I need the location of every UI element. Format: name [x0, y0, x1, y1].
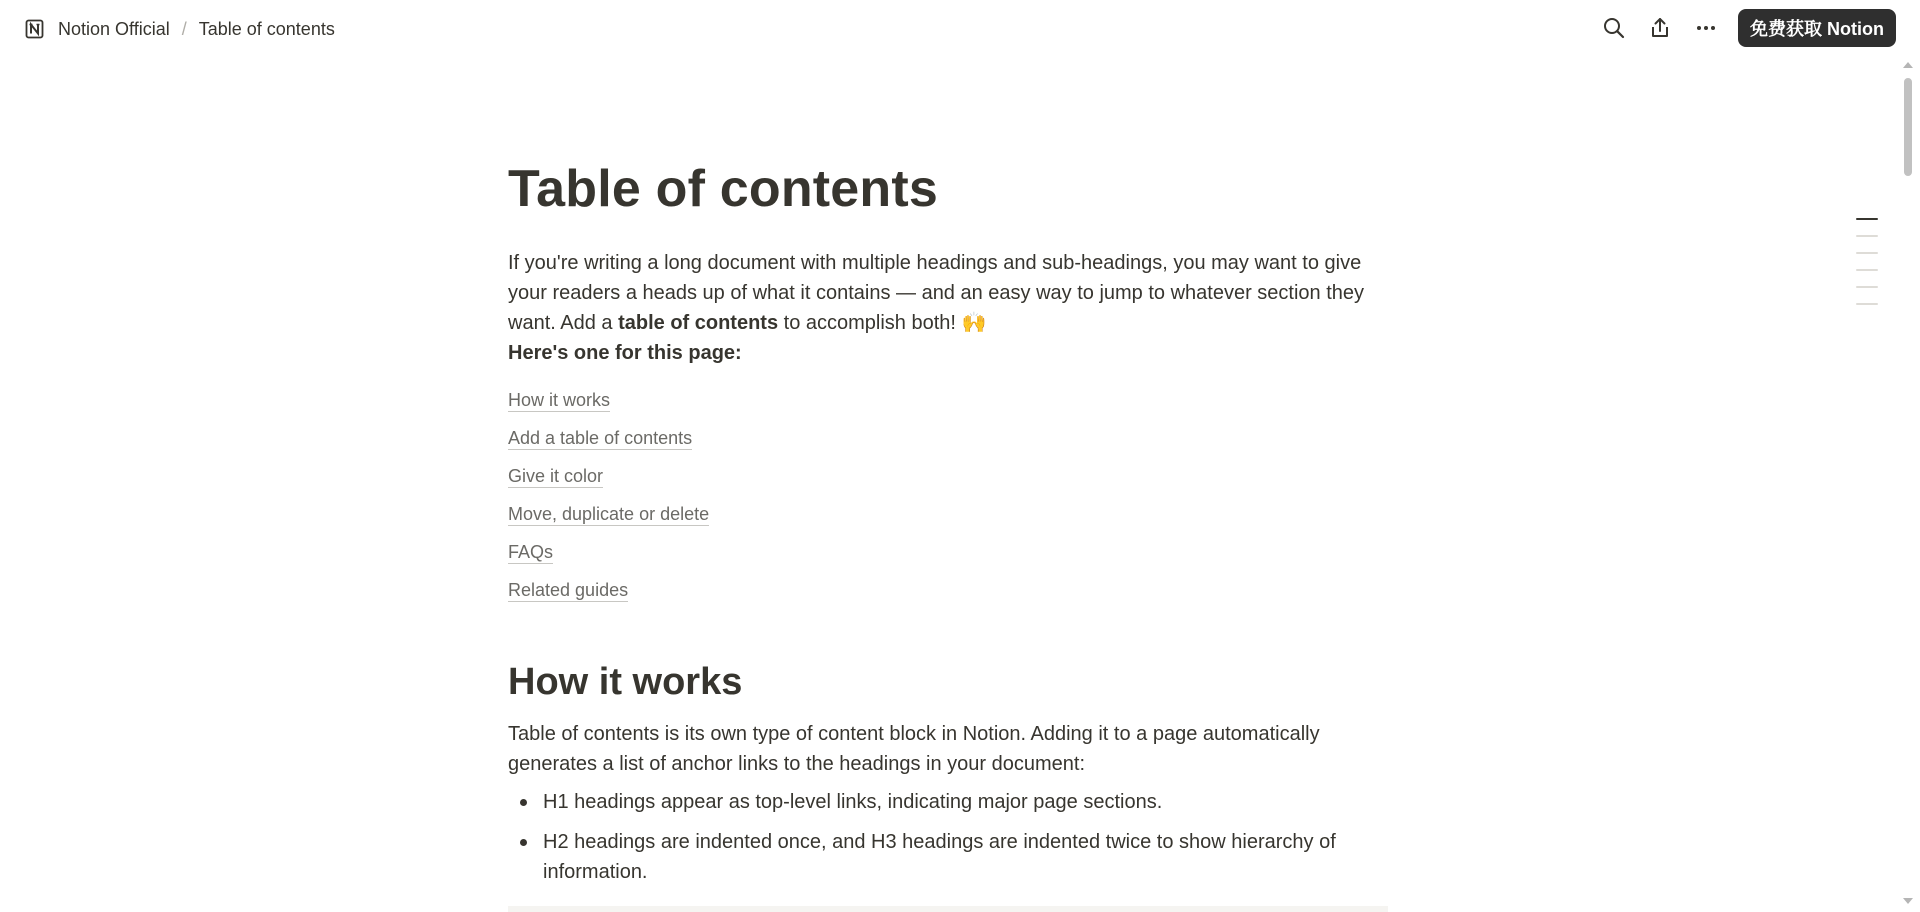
breadcrumb-current-page[interactable]: Table of contents: [198, 18, 335, 39]
minimap-line[interactable]: [1856, 218, 1878, 220]
minimap-line[interactable]: [1856, 269, 1878, 271]
next-block-edge: [508, 906, 1388, 912]
toc-item: [508, 496, 1388, 534]
notion-logo-icon[interactable]: [24, 18, 46, 40]
breadcrumb-workspace[interactable]: Notion Official: [58, 18, 170, 39]
minimap-line[interactable]: [1856, 303, 1878, 305]
toc-link-related-guides[interactable]: Related guides: [508, 580, 629, 601]
page-content: [508, 160, 1388, 897]
toc-item: [508, 534, 1388, 572]
bullet-dot-icon: [520, 799, 527, 806]
share-icon[interactable]: [1642, 10, 1678, 46]
minimap-line[interactable]: [1856, 235, 1878, 237]
page-title: Table of contents: [508, 160, 939, 218]
toc-item: [508, 458, 1388, 496]
more-icon[interactable]: [1688, 10, 1724, 46]
toc-link-add-table[interactable]: Add a table of contents: [508, 428, 693, 449]
bullet-list: [508, 787, 1388, 887]
table-of-contents: [508, 382, 1388, 610]
toc-link-how-it-works[interactable]: How it works: [508, 390, 611, 411]
intro-paragraph: [508, 248, 1388, 338]
bullet-text: H1 headings appear as top-level links, indicating major page sections.: [543, 791, 1163, 814]
scroll-down-arrow-icon[interactable]: [1903, 898, 1913, 904]
minimap-line[interactable]: [1856, 286, 1878, 288]
scrollbar[interactable]: [1902, 58, 1914, 908]
toc-item: [508, 572, 1388, 610]
get-notion-button[interactable]: 免费获取 Notion: [1738, 9, 1896, 47]
toc-link-give-color[interactable]: Give it color: [508, 466, 604, 487]
toc-heading: Here's one for this page:: [508, 341, 742, 364]
bullet-text: H2 headings are indented once, and H3 headings are indented twice to show hierarchy of information.: [543, 831, 1336, 884]
toc-link-faqs[interactable]: FAQs: [508, 542, 554, 563]
toc-item: [508, 382, 1388, 420]
bullet-item: [508, 827, 1388, 887]
breadcrumb-separator: /: [181, 18, 187, 39]
toc-item: [508, 420, 1388, 458]
section-heading-how-it-works: How it works: [508, 660, 743, 703]
toc-link-move-duplicate-delete[interactable]: Move, duplicate or delete: [508, 504, 710, 525]
scrollbar-thumb[interactable]: [1904, 78, 1912, 176]
top-bar: [0, 0, 1920, 58]
search-icon[interactable]: [1596, 10, 1632, 46]
scroll-up-arrow-icon[interactable]: [1903, 62, 1913, 68]
bullet-dot-icon: [520, 839, 527, 846]
bullet-item: [508, 787, 1388, 817]
intro-text-end: to accomplish both! 🙌: [778, 311, 987, 334]
breadcrumb: [24, 17, 339, 42]
top-actions: [1586, 9, 1896, 47]
section-body: Table of contents is its own type of content block in Notion. Adding it to a page automatically generates a list of anchor links to the headings in your document:: [508, 723, 1320, 776]
intro-bold-text: table of contents: [618, 311, 779, 334]
intro-text-start: If you're writing a long document with multiple headings and sub-headings, you may want to give your readers a heads up of what it contains — and an easy way to jump to whatever section they want. Add a: [508, 251, 1365, 334]
outline-minimap[interactable]: [1856, 218, 1878, 320]
minimap-line[interactable]: [1856, 252, 1878, 254]
